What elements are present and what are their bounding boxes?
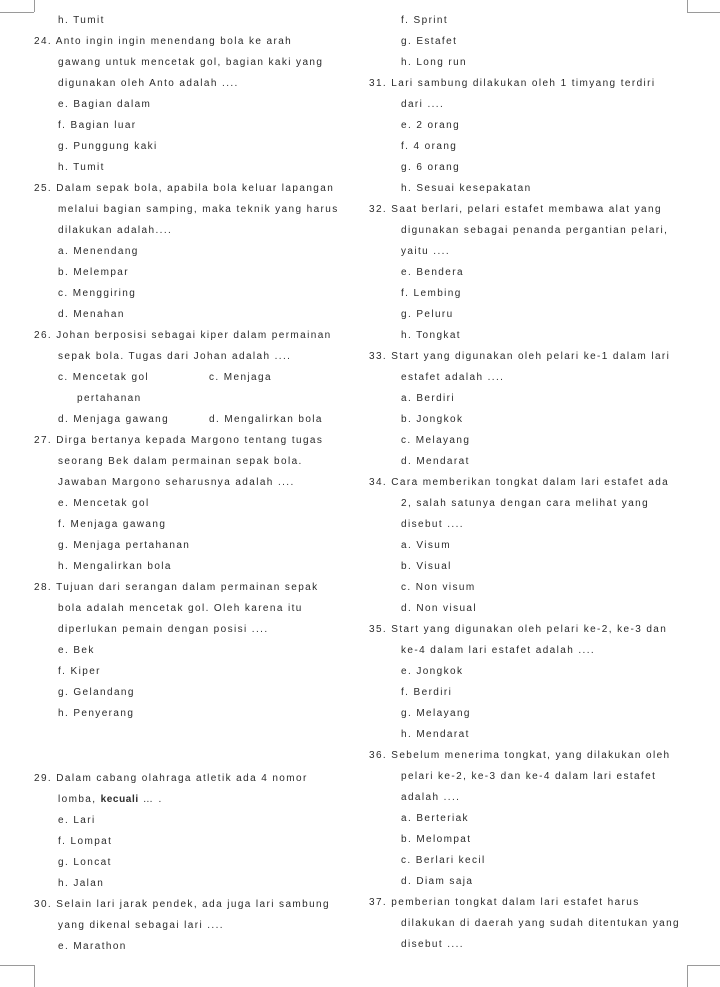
question-text-part: … . <box>142 794 163 805</box>
option-line: e. Bendera <box>401 267 464 278</box>
question-32: 32. Saat berlari, pelari estafet membawa alat yang <box>369 204 662 215</box>
question-30: 30. Selain lari jarak pendek, ada juga lari sambung <box>34 899 330 910</box>
question-33: 33. Start yang digunakan oleh pelari ke-1 dalam lari <box>369 351 671 362</box>
question-text: bola adalah mencetak gol. Oleh karena itu <box>58 603 303 614</box>
option-line: a. Menendang <box>58 246 139 257</box>
option-line: h. Tumit <box>58 162 105 173</box>
option-line: g. 6 orang <box>401 162 461 173</box>
question-text: pelari ke-2, ke-3 dan ke-4 dalam lari estafet <box>401 771 657 782</box>
question-text-part: lomba, <box>58 794 97 805</box>
question-text: digunakan oleh Anto adalah .... <box>58 78 239 89</box>
question-31: 31. Lari sambung dilakukan oleh 1 timyang terdiri <box>369 78 656 89</box>
question-34: 34. Cara memberikan tongkat dalam lari estafet ada <box>369 477 670 488</box>
option-line: g. Loncat <box>58 857 112 868</box>
question-35: 35. Start yang digunakan oleh pelari ke-2, ke-3 dan <box>369 624 668 635</box>
option-line: h. Sesuai kesepakatan <box>401 183 532 194</box>
option-line: h. Tongkat <box>401 330 461 341</box>
option-line: d. Non visual <box>401 603 478 614</box>
option-line: b. Melompat <box>401 834 472 845</box>
option-line: a. Berdiri <box>401 393 456 404</box>
crop-mark-top-right-h <box>687 12 720 13</box>
crop-mark-bottom-right-h <box>687 965 720 966</box>
option-line: c. Menggiring <box>58 288 137 299</box>
question-36: 36. Sebelum menerima tongkat, yang dilakukan oleh <box>369 750 671 761</box>
option-line: h. Tumit <box>58 15 105 26</box>
question-text: dari .... <box>401 99 445 110</box>
question-text: sepak bola. Tugas dari Johan adalah .... <box>58 351 292 362</box>
option-line: b. Visual <box>401 561 452 572</box>
crop-mark-top-left-h <box>0 12 34 13</box>
question-text: yang dikenal sebagai lari .... <box>58 920 224 931</box>
option-line: h. Mengalirkan bola <box>58 561 172 572</box>
crop-mark-bottom-left <box>34 965 35 987</box>
option-line: d. Mengalirkan bola <box>209 414 323 425</box>
option-line: e. Bek <box>58 645 95 656</box>
option-line: g. Estafet <box>401 36 458 47</box>
crop-mark-top-right <box>687 0 688 12</box>
question-26: 26. Johan berposisi sebagai kiper dalam permainan <box>34 330 332 341</box>
question-text: digunakan sebagai penanda pergantian pelari, <box>401 225 669 236</box>
option-line: f. Lembing <box>401 288 462 299</box>
option-line: e. Marathon <box>58 941 127 952</box>
crop-mark-bottom-left-h <box>0 965 34 966</box>
option-line: e. 2 orang <box>401 120 461 131</box>
question-text: disebut .... <box>401 939 464 950</box>
option-line: g. Gelandang <box>58 687 135 698</box>
option-line: h. Long run <box>401 57 467 68</box>
option-line: d. Menahan <box>58 309 125 320</box>
option-line: c. Menjaga <box>209 372 272 383</box>
option-line: d. Diam saja <box>401 876 474 887</box>
question-text: gawang untuk mencetak gol, bagian kaki yang <box>58 57 324 68</box>
question-29: 29. Dalam cabang olahraga atletik ada 4 nomor <box>34 773 308 784</box>
option-line: c. Melayang <box>401 435 471 446</box>
option-line: f. 4 orang <box>401 141 458 152</box>
option-line: g. Peluru <box>401 309 454 320</box>
option-line: e. Mencetak gol <box>58 498 150 509</box>
question-text: adalah .... <box>401 792 461 803</box>
question-text: estafet adalah .... <box>401 372 505 383</box>
option-line: h. Mendarat <box>401 729 470 740</box>
option-line: f. Lompat <box>58 836 113 847</box>
option-line: b. Jongkok <box>401 414 464 425</box>
keyword-kecuali: kecuali <box>100 794 139 805</box>
option-line: g. Melayang <box>401 708 471 719</box>
option-line: a. Berteriak <box>401 813 469 824</box>
crop-mark-bottom-right <box>687 965 688 987</box>
question-text: 2, salah satunya dengan cara melihat yang <box>401 498 650 509</box>
option-line: f. Berdiri <box>401 687 453 698</box>
question-text: ke-4 dalam lari estafet adalah .... <box>401 645 596 656</box>
question-text: diperlukan pemain dengan posisi .... <box>58 624 269 635</box>
option-line: f. Menjaga gawang <box>58 519 167 530</box>
option-line: c. Non visum <box>401 582 476 593</box>
question-text <box>58 794 163 806</box>
question-text: melalui bagian samping, maka teknik yang harus <box>58 204 339 215</box>
option-line: c. Mencetak gol <box>58 372 150 383</box>
option-line: g. Menjaga pertahanan <box>58 540 191 551</box>
option-line: e. Jongkok <box>401 666 464 677</box>
question-37: 37. pemberian tongkat dalam lari estafet harus <box>369 897 640 908</box>
question-text: seorang Bek dalam permainan sepak bola. <box>58 456 303 467</box>
option-line: c. Berlari kecil <box>401 855 486 866</box>
question-text: Jawaban Margono seharusnya adalah .... <box>58 477 295 488</box>
question-27: 27. Dirga bertanya kepada Margono tentang tugas <box>34 435 324 446</box>
question-28: 28. Tujuan dari serangan dalam permainan sepak <box>34 582 319 593</box>
question-text: yaitu .... <box>401 246 451 257</box>
option-line: a. Visum <box>401 540 451 551</box>
option-line: h. Jalan <box>58 878 105 889</box>
question-text: dilakukan adalah.... <box>58 225 173 236</box>
option-line: f. Bagian luar <box>58 120 137 131</box>
option-line: b. Melempar <box>58 267 129 278</box>
question-24: 24. Anto ingin ingin menendang bola ke arah <box>34 36 293 47</box>
option-line: e. Lari <box>58 815 96 826</box>
option-line: pertahanan <box>77 393 142 404</box>
option-line: d. Menjaga gawang <box>58 414 170 425</box>
option-line: g. Punggung kaki <box>58 141 158 152</box>
question-text: dilakukan di daerah yang sudah ditentukan yang <box>401 918 681 929</box>
option-line: d. Mendarat <box>401 456 470 467</box>
question-text: disebut .... <box>401 519 464 530</box>
question-25: 25. Dalam sepak bola, apabila bola keluar lapangan <box>34 183 335 194</box>
option-line: f. Sprint <box>401 15 449 26</box>
option-line: e. Bagian dalam <box>58 99 152 110</box>
option-line: h. Penyerang <box>58 708 135 719</box>
crop-mark-top-left <box>34 0 35 12</box>
option-line: f. Kiper <box>58 666 101 677</box>
